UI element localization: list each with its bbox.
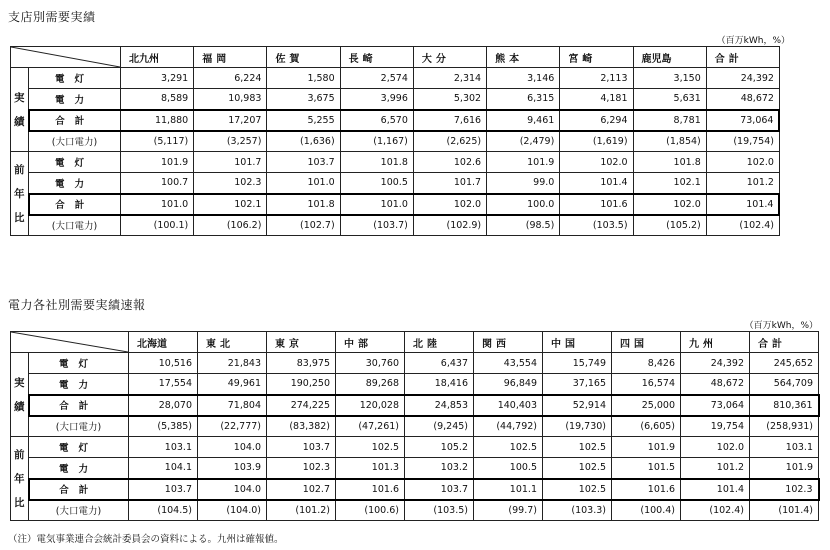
table-cell: 43,554: [474, 353, 543, 374]
table-cell: 103.1: [750, 437, 819, 458]
table-cell: 102.1: [633, 173, 706, 194]
table-cell: (5,117): [121, 131, 194, 152]
table-cell: 17,207: [194, 110, 267, 131]
table-cell: 103.7: [267, 152, 340, 173]
table-cell: 89,268: [336, 374, 405, 395]
table-cell: 5,302: [413, 89, 486, 110]
table-cell: 101.9: [121, 152, 194, 173]
table-cell: 101.6: [612, 479, 681, 500]
table-cell: (47,261): [336, 416, 405, 437]
column-header: 九州: [681, 332, 750, 353]
table-row: [11, 437, 819, 458]
table-cell: 190,250: [267, 374, 336, 395]
table-cell: 102.6: [413, 152, 486, 173]
table-cell: 4,181: [560, 89, 633, 110]
table-cell: 101.1: [474, 479, 543, 500]
table-cell: (19,730): [543, 416, 612, 437]
table-cell: 2,113: [560, 68, 633, 89]
table-cell: 102.0: [413, 194, 486, 215]
table-cell: 103.7: [405, 479, 474, 500]
table-cell: 101.9: [487, 152, 560, 173]
table-row: [11, 374, 819, 395]
table-row: [11, 110, 780, 131]
table-cell: 96,849: [474, 374, 543, 395]
table-cell: 25,000: [612, 395, 681, 416]
table-cell: 101.8: [633, 152, 706, 173]
table-cell: 101.9: [750, 458, 819, 479]
table-cell: (258,931): [750, 416, 819, 437]
table-cell: 100.7: [121, 173, 194, 194]
table-cell: (100.4): [612, 500, 681, 521]
table-cell: 102.0: [633, 194, 706, 215]
table-cell: 104.1: [129, 458, 198, 479]
table-cell: (102.4): [706, 215, 779, 236]
row-label: (大口電力): [29, 500, 129, 521]
table-cell: 16,574: [612, 374, 681, 395]
table-cell: 18,416: [405, 374, 474, 395]
table-cell: 101.0: [121, 194, 194, 215]
table-cell: 103.1: [129, 437, 198, 458]
table-cell: 140,403: [474, 395, 543, 416]
column-header: 福岡: [194, 47, 267, 68]
table-cell: 104.0: [198, 479, 267, 500]
table-cell: (103.3): [543, 500, 612, 521]
section1-unit: （百万kWh，%）: [716, 36, 790, 46]
table-cell: 104.0: [198, 437, 267, 458]
column-header: 北陸: [405, 332, 474, 353]
table-cell: (101.2): [267, 500, 336, 521]
row-label: 電灯: [29, 437, 129, 458]
table-cell: (44,792): [474, 416, 543, 437]
section2-unit: （百万kWh，%）: [744, 321, 818, 331]
table-cell: 102.5: [543, 437, 612, 458]
table-row: [11, 173, 780, 194]
table-cell: 102.5: [543, 479, 612, 500]
table-cell: 102.0: [706, 152, 779, 173]
table-cell: (2,479): [487, 131, 560, 152]
row-label: 合計: [29, 479, 129, 500]
table-cell: 6,294: [560, 110, 633, 131]
table-row: [11, 68, 780, 89]
table-cell: 101.6: [336, 479, 405, 500]
table-cell: 101.9: [612, 437, 681, 458]
table-cell: 102.5: [336, 437, 405, 458]
table-cell: 8,589: [121, 89, 194, 110]
table-cell: 6,437: [405, 353, 474, 374]
column-header: 北九州: [121, 47, 194, 68]
table-cell: 24,853: [405, 395, 474, 416]
section2-title: 電力各社別需要実績速報: [8, 298, 146, 312]
table-cell: 3,150: [633, 68, 706, 89]
table-cell: 3,146: [487, 68, 560, 89]
table-cell: 102.1: [194, 194, 267, 215]
row-label: (大口電力): [29, 215, 121, 236]
table-cell: 103.9: [198, 458, 267, 479]
table-cell: 101.8: [267, 194, 340, 215]
table-row: [11, 152, 780, 173]
table-cell: (5,385): [129, 416, 198, 437]
group-label-yoy: 前 年 比: [11, 152, 29, 236]
group-label-actual: 実 績: [11, 68, 29, 152]
column-header: 長崎: [340, 47, 413, 68]
utility-demand-table: [10, 331, 820, 521]
table-cell: 101.3: [336, 458, 405, 479]
table-cell: (105.2): [633, 215, 706, 236]
table-cell: 99.0: [487, 173, 560, 194]
table-cell: (19,754): [706, 131, 779, 152]
table-cell: 52,914: [543, 395, 612, 416]
table-cell: (102.7): [267, 215, 340, 236]
column-header: 中国: [543, 332, 612, 353]
table-cell: 105.2: [405, 437, 474, 458]
table-cell: 102.3: [267, 458, 336, 479]
table-cell: 3,291: [121, 68, 194, 89]
table-cell: 15,749: [543, 353, 612, 374]
group-label-yoy: 前 年 比: [11, 437, 29, 521]
table-cell: 10,983: [194, 89, 267, 110]
table-cell: 73,064: [681, 395, 750, 416]
table-cell: 810,361: [750, 395, 819, 416]
table-cell: 102.3: [750, 479, 819, 500]
column-header: 鹿児島: [633, 47, 706, 68]
table-cell: 11,880: [121, 110, 194, 131]
table-cell: 37,165: [543, 374, 612, 395]
table-cell: 2,574: [340, 68, 413, 89]
table-cell: 2,314: [413, 68, 486, 89]
table-cell: 21,843: [198, 353, 267, 374]
table-row: [11, 416, 819, 437]
table-cell: 101.7: [194, 152, 267, 173]
table-cell: 100.5: [340, 173, 413, 194]
row-label: 電灯: [29, 353, 129, 374]
table-cell: (3,257): [194, 131, 267, 152]
table-cell: 101.4: [706, 194, 779, 215]
table-cell: 103.7: [267, 437, 336, 458]
table-row: [11, 479, 819, 500]
table-cell: 101.6: [560, 194, 633, 215]
column-header: 中部: [336, 332, 405, 353]
table-cell: (2,625): [413, 131, 486, 152]
table-cell: (1,619): [560, 131, 633, 152]
table-cell: (100.6): [336, 500, 405, 521]
row-label: 電力: [29, 374, 129, 395]
table-row: [11, 215, 780, 236]
table-cell: 102.0: [560, 152, 633, 173]
table-cell: 5,255: [267, 110, 340, 131]
table-cell: (103.5): [560, 215, 633, 236]
table-cell: (100.1): [121, 215, 194, 236]
column-header: 佐賀: [267, 47, 340, 68]
table-cell: 101.8: [340, 152, 413, 173]
table-cell: 7,616: [413, 110, 486, 131]
group-label-actual: 実 績: [11, 353, 29, 437]
table-cell: (9,245): [405, 416, 474, 437]
row-label: 電力: [29, 173, 121, 194]
table-cell: 102.7: [267, 479, 336, 500]
column-header: 大分: [413, 47, 486, 68]
table-cell: (106.2): [194, 215, 267, 236]
table-cell: 102.5: [543, 458, 612, 479]
row-label: 合計: [29, 395, 129, 416]
column-header: 宮崎: [560, 47, 633, 68]
row-label: 合計: [29, 110, 121, 131]
table-cell: (103.5): [405, 500, 474, 521]
table-cell: 6,570: [340, 110, 413, 131]
table-cell: 49,961: [198, 374, 267, 395]
table-cell: 101.0: [340, 194, 413, 215]
table-cell: 101.7: [413, 173, 486, 194]
header-diagonal-cell: [11, 332, 129, 353]
table-cell: (22,777): [198, 416, 267, 437]
table-cell: 102.0: [681, 437, 750, 458]
table-cell: 564,709: [750, 374, 819, 395]
table-cell: 101.4: [560, 173, 633, 194]
table-cell: (83,382): [267, 416, 336, 437]
table-cell: (1,636): [267, 131, 340, 152]
table-cell: 245,652: [750, 353, 819, 374]
table-cell: 103.2: [405, 458, 474, 479]
table-cell: 101.2: [681, 458, 750, 479]
table-cell: (98.5): [487, 215, 560, 236]
table-cell: 100.0: [487, 194, 560, 215]
branch-demand-table: [10, 46, 780, 236]
column-header: 合計: [706, 47, 779, 68]
table-cell: 17,554: [129, 374, 198, 395]
table-cell: 48,672: [706, 89, 779, 110]
table-cell: 102.3: [194, 173, 267, 194]
table-cell: (101.4): [750, 500, 819, 521]
table-cell: 103.7: [129, 479, 198, 500]
row-label: 電灯: [29, 68, 121, 89]
table-cell: 102.5: [474, 437, 543, 458]
table-cell: 30,760: [336, 353, 405, 374]
table-cell: 274,225: [267, 395, 336, 416]
table-cell: 101.2: [706, 173, 779, 194]
table-cell: (99.7): [474, 500, 543, 521]
table-row: [11, 458, 819, 479]
table-cell: (1,167): [340, 131, 413, 152]
table-cell: (104.0): [198, 500, 267, 521]
table-cell: 6,315: [487, 89, 560, 110]
header-diagonal-cell: [11, 47, 121, 68]
table-row: [11, 500, 819, 521]
row-label: (大口電力): [29, 131, 121, 152]
column-header: 北海道: [129, 332, 198, 353]
table-cell: 10,516: [129, 353, 198, 374]
table-cell: (104.5): [129, 500, 198, 521]
column-header: 四国: [612, 332, 681, 353]
row-label: 合計: [29, 194, 121, 215]
table-cell: 6,224: [194, 68, 267, 89]
table-row: [11, 353, 819, 374]
row-label: (大口電力): [29, 416, 129, 437]
table-cell: (1,854): [633, 131, 706, 152]
table-cell: 120,028: [336, 395, 405, 416]
table-cell: (103.7): [340, 215, 413, 236]
table-cell: 3,675: [267, 89, 340, 110]
row-label: 電灯: [29, 152, 121, 173]
table-cell: 71,804: [198, 395, 267, 416]
table-cell: 73,064: [706, 110, 779, 131]
table-row: [11, 194, 780, 215]
section1-title: 支店別需要実績: [8, 10, 96, 24]
table-cell: (6,605): [612, 416, 681, 437]
column-header: 東京: [267, 332, 336, 353]
table-cell: 3,996: [340, 89, 413, 110]
table-cell: 8,426: [612, 353, 681, 374]
table-cell: 101.0: [267, 173, 340, 194]
column-header: 関西: [474, 332, 543, 353]
table-cell: (102.9): [413, 215, 486, 236]
footnote: （注）電気事業連合会統計委員会の資料による。九州は確報値。: [8, 534, 284, 545]
column-header: 合計: [750, 332, 819, 353]
table-cell: 5,631: [633, 89, 706, 110]
table-cell: 101.4: [681, 479, 750, 500]
row-label: 電力: [29, 89, 121, 110]
table-cell: 24,392: [706, 68, 779, 89]
table-cell: 83,975: [267, 353, 336, 374]
table-cell: 48,672: [681, 374, 750, 395]
table-cell: 1,580: [267, 68, 340, 89]
table-row: [11, 131, 780, 152]
table-cell: 101.5: [612, 458, 681, 479]
column-header: 東北: [198, 332, 267, 353]
row-label: 電力: [29, 458, 129, 479]
table-cell: 9,461: [487, 110, 560, 131]
table-row: [11, 395, 819, 416]
table-cell: 28,070: [129, 395, 198, 416]
table-cell: 8,781: [633, 110, 706, 131]
table-cell: 24,392: [681, 353, 750, 374]
table-cell: 100.5: [474, 458, 543, 479]
table-row: [11, 89, 780, 110]
table-cell: 19,754: [681, 416, 750, 437]
table-cell: (102.4): [681, 500, 750, 521]
column-header: 熊本: [487, 47, 560, 68]
